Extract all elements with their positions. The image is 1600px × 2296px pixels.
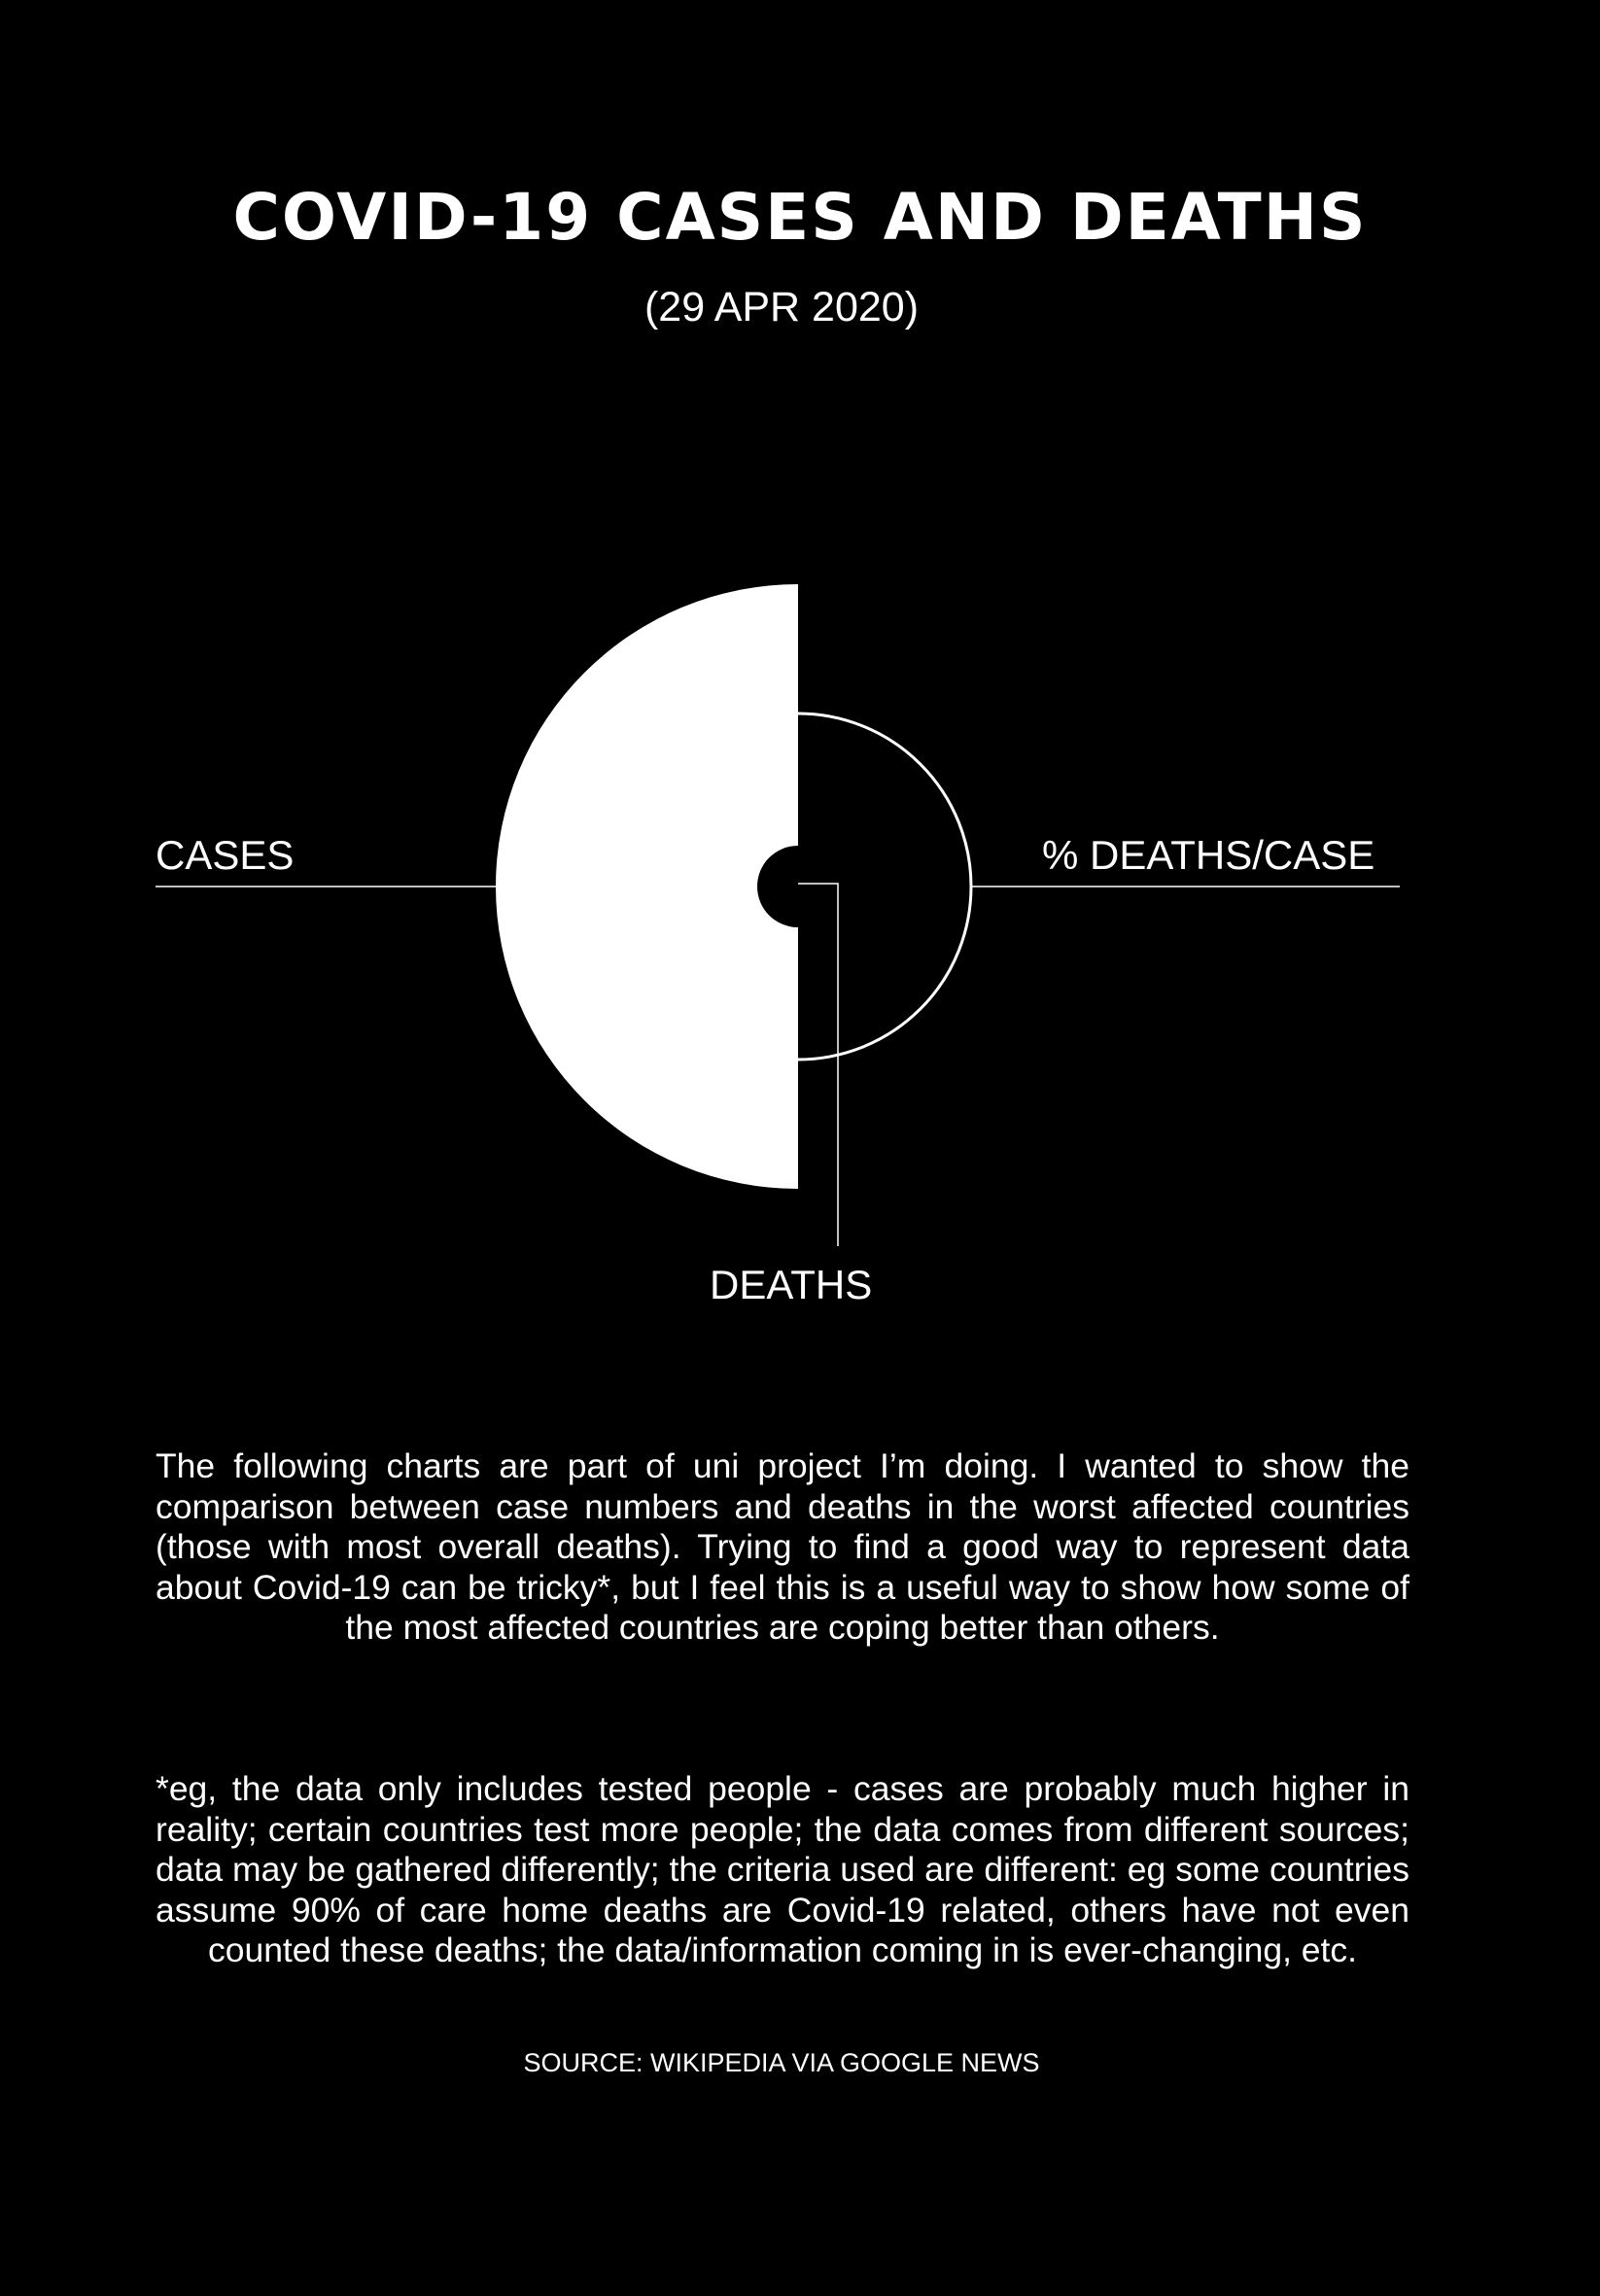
cases-half-circle xyxy=(496,584,798,1189)
deaths-leader-line xyxy=(798,884,838,1246)
date-subtitle: (29 APR 2020) xyxy=(643,284,920,330)
deaths-label: DEATHS xyxy=(710,1262,873,1307)
pct-deaths-half-circle xyxy=(798,713,971,1060)
pct-deaths-label: % DEATHS/CASE xyxy=(1042,832,1375,878)
intro-paragraph: The following charts are part of uni project I’m doing. I wanted to show the comparison between case numbers and deaths in the worst affected countries (those with most overall deaths). Trying to find a good way to represent data about Covid-19 can be tricky*, but I feel this is a useful way to show how some of the most affected countries are coping better than others. xyxy=(156,1446,1409,1647)
footnote-paragraph: *eg, the data only includes tested people - cases are probably much higher in reality; certain countries test more people; the data comes from different sources; data may be gathered differently; the criteria used are different: eg some countries assume 90% of care home deaths are Covid-19 related, others have not even counted these deaths; the data/information coming in is ever-changing, etc. xyxy=(156,1769,1409,1969)
source-credit: SOURCE: WIKIPEDIA VIA GOOGLE NEWS xyxy=(523,2048,1040,2077)
page-title: COVID-19 CASES AND DEATHS xyxy=(232,180,1368,255)
cases-label: CASES xyxy=(156,832,295,878)
